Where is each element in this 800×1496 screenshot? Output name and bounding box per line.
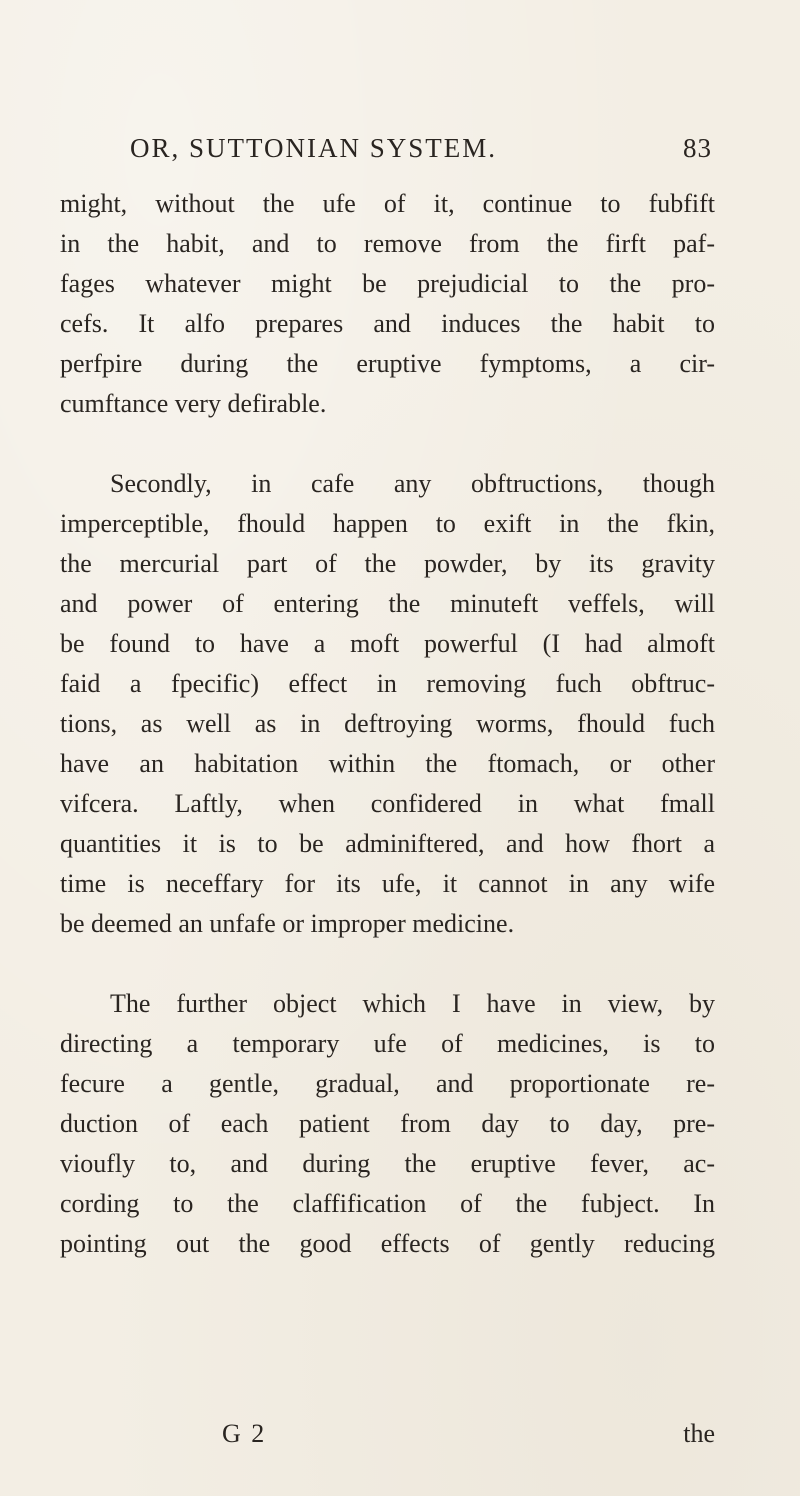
text-line: tions, as well as in deftroying worms, fhould fuch [60,709,715,738]
text-line: directing a temporary ufe of medicines, is to [60,1029,715,1058]
text-line: might, without the ufe of it, continue to fubfift [60,189,715,218]
running-head [130,133,712,169]
body-text [60,184,715,1264]
paragraph-1 [60,184,715,424]
text-line: The further object which I have in view, by [110,989,715,1018]
text-line: pointing out the good effects of gently reducing [60,1229,715,1258]
text-line: fages whatever might be prejudicial to the pro- [60,269,715,298]
text-line: the mercurial part of the powder, by its gravity [60,549,715,578]
text-line: be deemed an unfafe or improper medicine. [60,909,515,938]
text-line: in the habit, and to remove from the firft paf- [60,229,715,258]
text-line: fecure a gentle, gradual, and proportionate re- [60,1069,715,1098]
text-line: vifcera. Laftly, when confidered in what fmall [60,789,715,818]
text-line: cefs. It alfo prepares and induces the habit to [60,309,715,338]
signature-mark: G 2 [222,1419,267,1448]
text-line: duction of each patient from day to day, pre- [60,1109,715,1138]
text-line: faid a fpecific) effect in removing fuch obftruc- [60,669,715,698]
text-line: cumftance very defirable. [60,389,327,418]
text-line: quantities it is to be adminiftered, and how fhort a [60,829,715,858]
catchword: the [683,1419,715,1448]
text-line: vioufly to, and during the eruptive fever, ac- [60,1149,715,1178]
page-footer [60,1414,715,1454]
paragraph-3 [60,984,715,1264]
text-line: and power of entering the minuteft veffels, will [60,589,715,618]
text-line: Secondly, in cafe any obftructions, though [110,469,715,498]
text-line: time is neceffary for its ufe, it cannot in any wife [60,869,715,898]
text-line: be found to have a moft powerful (I had almoft [60,629,715,658]
text-line: cording to the claffification of the fubject. In [60,1189,715,1218]
text-line: imperceptible, fhould happen to exift in the fkin, [60,509,715,538]
text-line: perfpire during the eruptive fymptoms, a cir- [60,349,715,378]
paragraph-2 [60,464,715,944]
text-line: have an habitation within the ftomach, or other [60,749,715,778]
running-title: OR, SUTTONIAN SYSTEM. [130,133,498,163]
page-number: 83 [683,133,712,163]
